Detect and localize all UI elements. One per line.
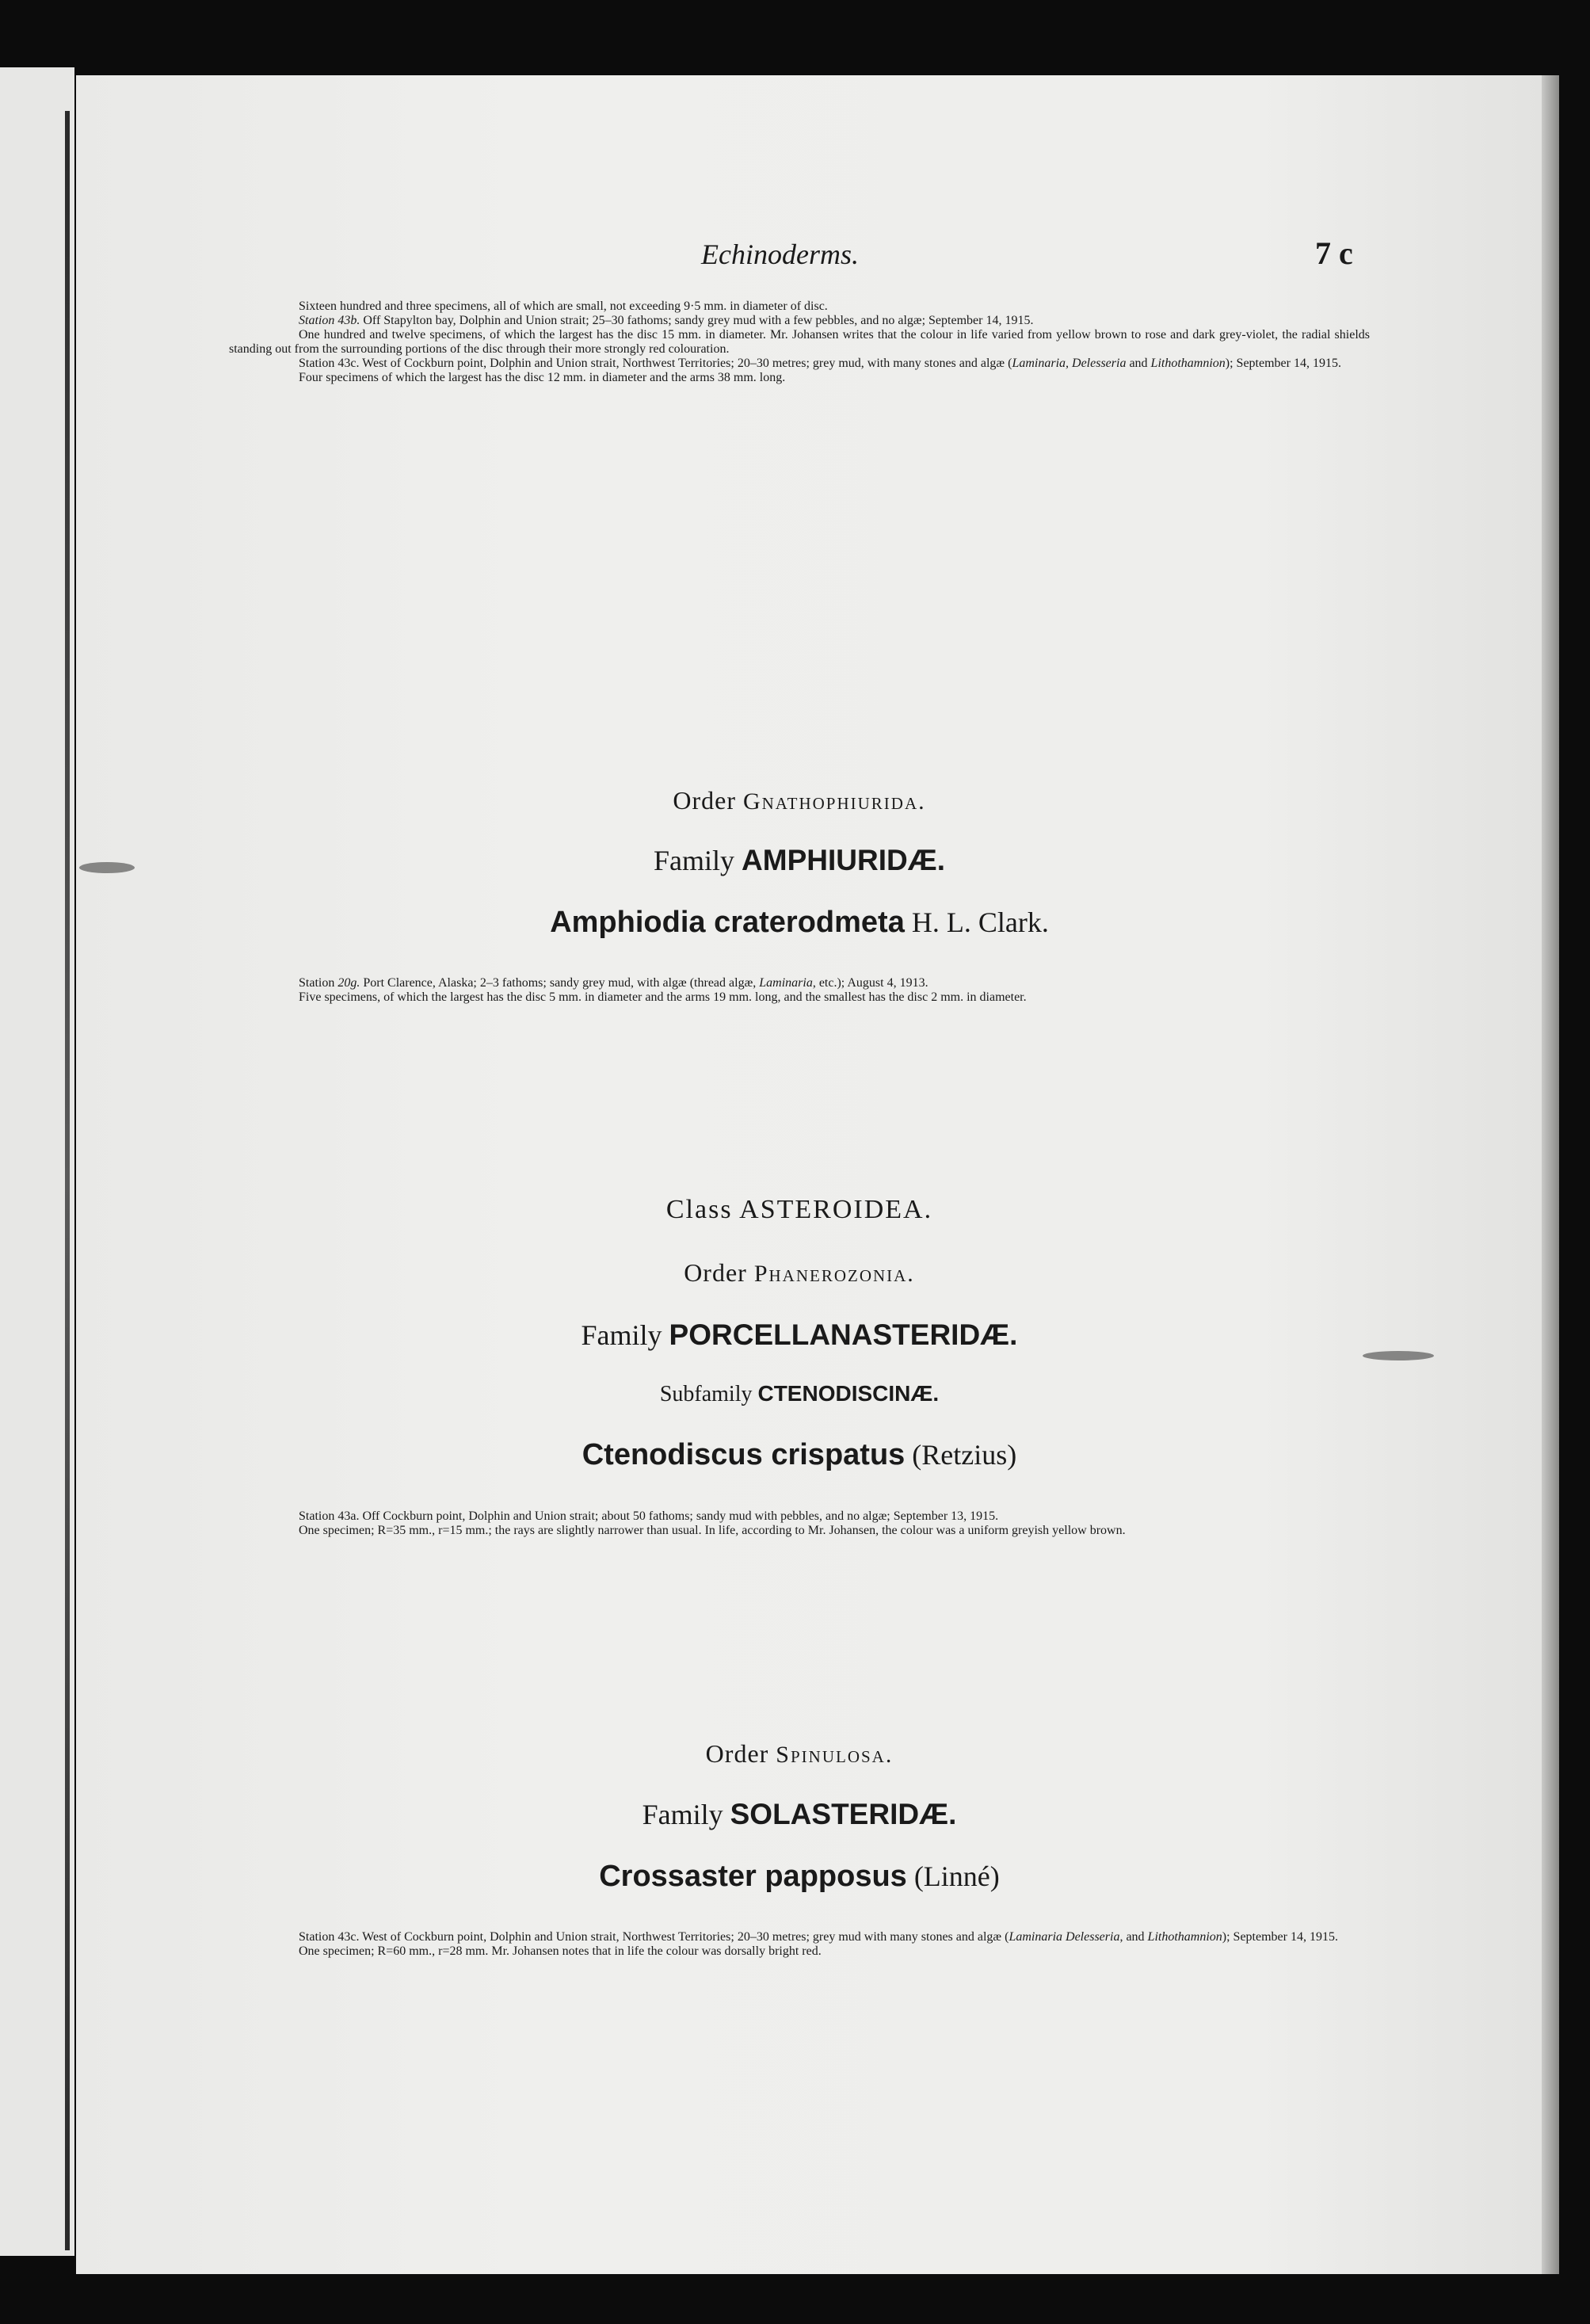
family-word: Family: [642, 1799, 730, 1830]
italic-taxon: Lithothamnion: [1147, 1930, 1222, 1944]
paragraph: [229, 976, 1370, 990]
paragraph: [229, 314, 1370, 328]
family-heading: [229, 1798, 1370, 1831]
species-name: Ctenodiscus crispatus: [581, 1438, 906, 1471]
species-authority: (Retzius): [905, 1439, 1017, 1471]
paragraph: Five specimens, of which the largest has the disc 5 mm. in diameter and the arms 19 mm. long, and the smallest has the disc 2 mm. in diameter.: [299, 990, 1027, 1004]
species-name: Crossaster papposus: [599, 1860, 907, 1893]
family-name: PORCELLANASTERIDÆ.: [669, 1318, 1018, 1351]
running-head: Echinoderms.: [701, 239, 859, 270]
paragraph-text: ); September 14, 1915.: [1225, 357, 1341, 370]
family-heading: [229, 1318, 1370, 1352]
text-block-4: [229, 1930, 1370, 1959]
paragraph: One specimen; R=60 mm., r=28 mm. Mr. Johansen notes that in life the colour was dorsally bright red.: [299, 1944, 822, 1958]
station-label: Station 43c.: [299, 1930, 360, 1944]
species-heading: [229, 1860, 1370, 1894]
left-page-edge: [0, 67, 74, 2256]
page-number: 7 c: [1315, 235, 1353, 271]
paragraph-text: , and: [1119, 1930, 1148, 1944]
station-label: Station 43a.: [299, 1509, 360, 1523]
paragraph-text: West of Cockburn point, Dolphin and Union strait, Northwest Territories; 20–30 metres; grey mud, with many stones and algæ (: [359, 357, 1012, 370]
paragraph-text: Port Clarence, Alaska; 2–3 fathoms; sandy grey mud, with algæ (thread algæ,: [360, 976, 760, 990]
family-word: Family: [654, 845, 742, 876]
station-label: 20g.: [337, 976, 360, 990]
family-name: SOLASTERIDÆ.: [730, 1798, 957, 1830]
species-authority: (Linné): [906, 1860, 1000, 1892]
paragraph: One hundred and twelve specimens, of which the largest has the disc 15 mm. in diameter. Mr. Johansen writes that the colour in life varied from yellow brown to rose and dark grey-violet, the radial shields standing out from the surrounding portions of the disc through their more strongly red colouration.: [229, 328, 1370, 356]
species-heading: [229, 906, 1370, 940]
station-label: Station 43c.: [299, 357, 360, 370]
text-block-2: [229, 976, 1370, 1005]
paragraph: Four specimens of which the largest has the disc 12 mm. in diameter and the arms 38 mm. long.: [299, 371, 786, 384]
order-word: Order: [705, 1739, 776, 1768]
subfamily-name: CTENODISCINÆ.: [757, 1381, 940, 1406]
species-name: Amphiodia craterodmeta: [550, 906, 905, 939]
order-name: Spinulosa.: [776, 1742, 894, 1768]
page-right-edge: [1542, 75, 1559, 2274]
italic-taxon: Laminaria: [759, 976, 813, 990]
subfamily-word: Subfamily: [659, 1382, 758, 1406]
paragraph: [229, 1509, 1370, 1524]
order-heading: [229, 1258, 1370, 1288]
order-name: Gnathophiurida.: [742, 788, 926, 815]
binding-fold: [65, 111, 70, 2250]
text-block-1: [229, 300, 1370, 385]
text-block-3: [229, 1509, 1370, 1538]
paragraph-text: Off Stapylton bay, Dolphin and Union strait; 25–30 fathoms; sandy grey mud with a few pebbles, and no algæ; September 14, 1915.: [360, 314, 1034, 327]
order-name: Phanerozonia.: [753, 1261, 915, 1287]
paragraph-text: Off Cockburn point, Dolphin and Union strait; about 50 fathoms; sandy mud with pebbles, and no algæ; September 13, 1915.: [359, 1509, 999, 1523]
paragraph-text: Station: [299, 976, 338, 990]
paragraph-text: West of Cockburn point, Dolphin and Union strait, Northwest Territories; 20–30 metres; grey mud with many stones and algæ (: [359, 1930, 1009, 1944]
paragraph: One specimen; R=35 mm., r=15 mm.; the rays are slightly narrower than usual. In life, according to Mr. Johansen, the colour was a uniform greyish yellow brown.: [299, 1524, 1126, 1537]
order-heading: [229, 786, 1370, 815]
scan-smudge: [1363, 1351, 1434, 1360]
paragraph: [229, 1930, 1370, 1944]
paragraph: Sixteen hundred and three specimens, all of which are small, not exceeding 9·5 mm. in diameter of disc.: [299, 300, 828, 313]
family-name: AMPHIURIDÆ.: [742, 844, 945, 876]
paragraph-text: , etc.); August 4, 1913.: [812, 976, 928, 990]
station-label: Station 43b.: [299, 314, 360, 327]
scan-smudge: [79, 862, 135, 873]
italic-taxon: Laminaria, Delesseria: [1012, 357, 1127, 370]
order-word: Order: [684, 1258, 754, 1287]
order-word: Order: [673, 786, 743, 815]
species-authority: H. L. Clark.: [904, 906, 1049, 938]
paragraph-text: ); September 14, 1915.: [1222, 1930, 1338, 1944]
italic-taxon: Laminaria Delesseria: [1009, 1930, 1120, 1944]
order-heading: [229, 1739, 1370, 1769]
italic-taxon: Lithothamnion: [1150, 357, 1226, 370]
family-heading: [229, 844, 1370, 877]
species-heading: [229, 1438, 1370, 1472]
paragraph-text: and: [1126, 357, 1151, 370]
subfamily-heading: [229, 1381, 1370, 1407]
paragraph: [229, 357, 1370, 371]
family-word: Family: [581, 1319, 669, 1351]
class-heading: Class ASTEROIDEA.: [665, 1195, 933, 1224]
